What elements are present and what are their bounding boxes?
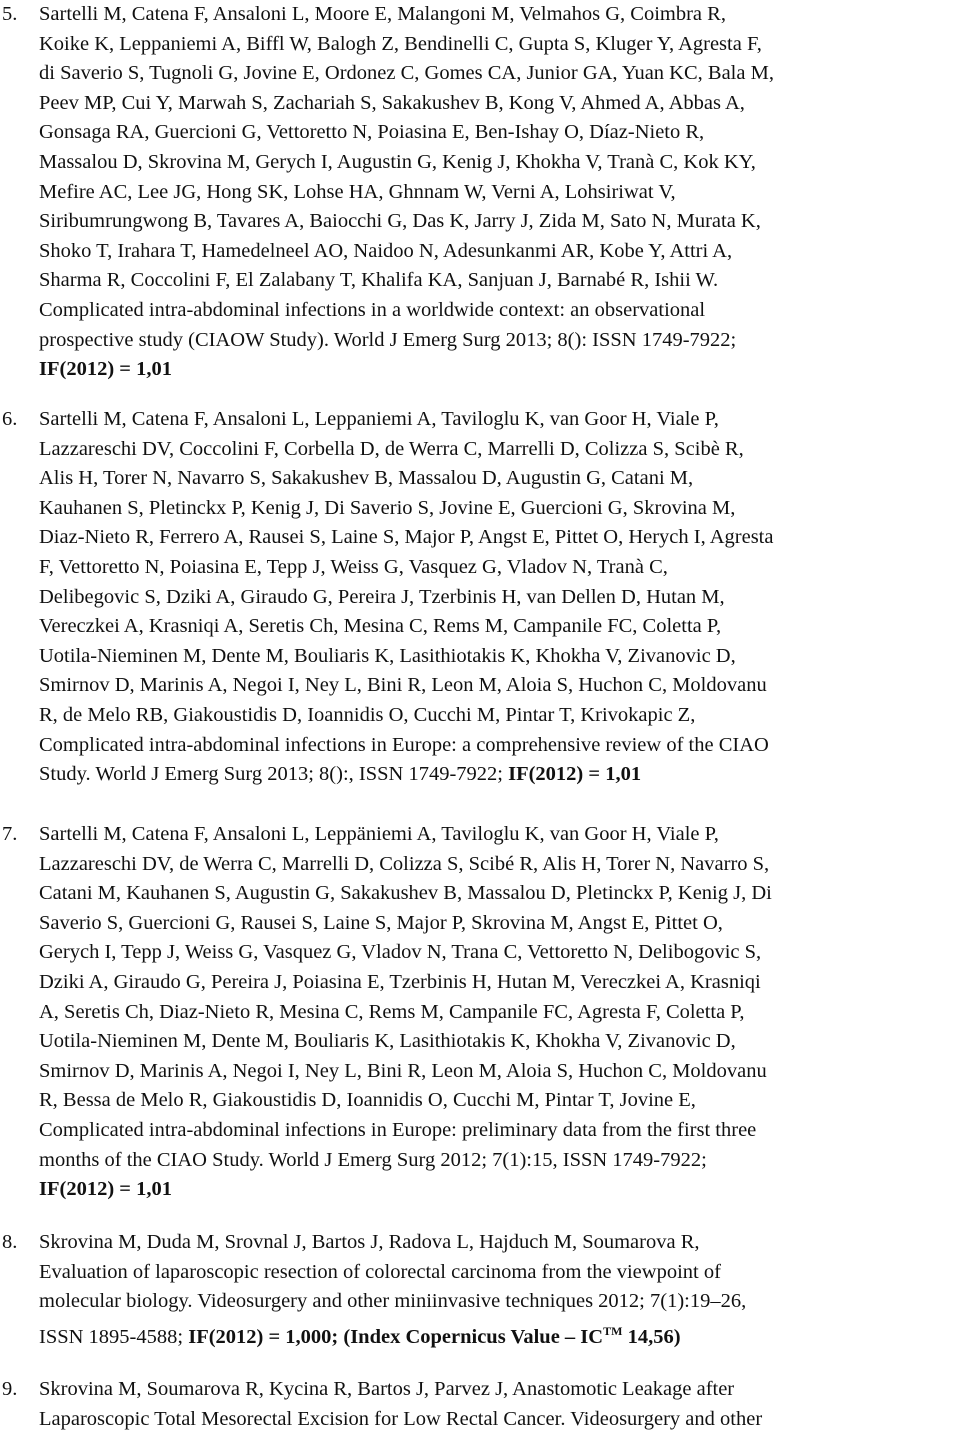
reference-number: 5. xyxy=(2,3,18,25)
reference-line: Uotila-Nieminen M, Dente M, Bouliaris K, Lasithiotakis K, Khokha V, Zivanovic D, xyxy=(39,644,736,667)
reference-line: Mefire AC, Lee JG, Hong SK, Lohse HA, Ghnnam W, Verni A, Lohsiriwat V, xyxy=(39,180,676,203)
reference-line: Dziki A, Giraudo G, Pereira J, Poiasina E, Tzerbinis H, Hutan M, Vereczkei A, Krasniqi xyxy=(39,971,761,993)
reference-line: Evaluation of laparoscopic resection of colorectal carcinoma from the viewpoint of xyxy=(39,1260,721,1283)
reference-line: Alis H, Torer N, Navarro S, Sakakushev B, Massalou D, Augustin G, Catani M, xyxy=(39,467,694,490)
reference-line: Kauhanen S, Pletinckx P, Kenig J, Di Saverio S, Jovine E, Guercioni G, Skrovina M, xyxy=(39,496,736,519)
reference-line: months of the CIAO Study. World J Emerg Surg 2012; 7(1):15, ISSN 1749-7922; xyxy=(39,1148,707,1171)
reference-line: Shoko T, Irahara T, Hamedelneel AO, Naidoo N, Adesunkanmi AR, Kobe Y, Attri A, xyxy=(39,239,733,262)
reference-line: Saverio S, Guercioni G, Rausei S, Laine S, Major P, Skrovina M, Angst E, Pittet O, xyxy=(39,911,723,934)
reference-line: Sharma R, Coccolini F, El Zalabany T, Khalifa KA, Sanjuan J, Barnabé R, Ishii W. xyxy=(39,269,719,292)
reference-line: Koike K, Leppaniemi A, Biffl W, Balogh Z, Bendinelli C, Gupta S, Kluger Y, Agresta F, xyxy=(39,32,762,55)
reference-line: Delibegovic S, Dziki A, Giraudo G, Pereira J, Tzerbinis H, van Dellen D, Hutan M, xyxy=(39,585,725,608)
trademark-superscript: TM xyxy=(603,1323,623,1338)
reference-line: Skrovina M, Duda M, Srovnal J, Bartos J, Radova L, Hajduch M, Soumarova R, xyxy=(39,1231,700,1253)
reference-line: molecular biology. Videosurgery and other miniinvasive techniques 2012; 7(1):19–26, xyxy=(39,1290,747,1313)
reference-line: Diaz-Nieto R, Ferrero A, Rausei S, Laine S, Major P, Angst E, Pittet O, Herych I, Agresta xyxy=(39,526,774,549)
reference-line: A, Seretis Ch, Diaz-Nieto R, Mesina C, Rems M, Campanile FC, Agresta F, Coletta P, xyxy=(39,1000,745,1023)
reference-number: 7. xyxy=(2,823,18,845)
reference-line: Smirnov D, Marinis A, Negoi I, Ney L, Bini R, Leon M, Aloia S, Huchon C, Moldovanu xyxy=(39,1059,767,1082)
reference-line: Gerych I, Tepp J, Weiss G, Vasquez G, Vladov N, Trana C, Vettoretto N, Delibogovic S, xyxy=(39,941,762,964)
reference-line: Peev MP, Cui Y, Marwah S, Zachariah S, Sakakushev B, Kong V, Ahmed A, Abbas A, xyxy=(39,91,745,114)
impact-factor: IF(2012) = 1,01 xyxy=(39,1178,172,1201)
reference-line: Catani M, Kauhanen S, Augustin G, Sakakushev B, Massalou D, Pletinckx P, Kenig J, Di xyxy=(39,882,772,905)
reference-line: Smirnov D, Marinis A, Negoi I, Ney L, Bini R, Leon M, Aloia S, Huchon C, Moldovanu xyxy=(39,674,767,697)
reference-line: Lazzareschi DV, de Werra C, Marrelli D, Colizza S, Scibé R, Alis H, Torer N, Navarro S, xyxy=(39,852,770,875)
reference-line: Lazzareschi DV, Coccolini F, Corbella D, de Werra C, Marrelli D, Colizza S, Scibè R, xyxy=(39,437,744,460)
reference-line: Skrovina M, Soumarova R, Kycina R, Bartos J, Parvez J, Anastomotic Leakage after xyxy=(39,1378,735,1400)
reference-line: Uotila-Nieminen M, Dente M, Bouliaris K, Lasithiotakis K, Khokha V, Zivanovic D, xyxy=(39,1030,736,1053)
reference-line: Sartelli M, Catena F, Ansaloni L, Leppaniemi A, Taviloglu K, van Goor H, Viale P, xyxy=(39,408,719,430)
reference-line: prospective study (CIAOW Study). World J Emerg Surg 2013; 8(): ISSN 1749-7922; xyxy=(39,328,737,351)
reference-text: ISSN 1895-4588; xyxy=(39,1325,189,1348)
impact-factor-suffix: 14,56) xyxy=(622,1325,681,1348)
reference-line: Sartelli M, Catena F, Ansaloni L, Leppäniemi A, Taviloglu K, van Goor H, Viale P, xyxy=(39,823,719,845)
reference-line: F, Vettoretto N, Poiasina E, Tepp J, Weiss G, Vasquez G, Vladov N, Tranà C, xyxy=(39,556,668,578)
reference-number: 6. xyxy=(2,408,18,430)
reference-line: R, de Melo RB, Giakoustidis D, Ioannidis O, Cucchi M, Pintar T, Krivokapic Z, xyxy=(39,704,696,726)
impact-factor: IF(2012) = 1,01 xyxy=(508,763,642,786)
reference-line: Complicated intra-abdominal infections in Europe: a comprehensive review of the CIAO xyxy=(39,733,769,756)
reference-line: Complicated intra-abdominal infections in a worldwide context: an observational xyxy=(39,299,706,321)
reference-line: Vereczkei A, Krasniqi A, Seretis Ch, Mesina C, Rems M, Campanile FC, Coletta P, xyxy=(39,615,722,638)
reference-line: Sartelli M, Catena F, Ansaloni L, Moore E, Malangoni M, Velmahos G, Coimbra R, xyxy=(39,3,726,25)
reference-line: Gonsaga RA, Guercioni G, Vettoretto N, Poiasina E, Ben-Ishay O, Díaz-Nieto R, xyxy=(39,121,705,144)
reference-text: Study. World J Emerg Surg 2013; 8():, ISSN 1749-7922; xyxy=(39,763,509,786)
reference-line: Siribumrungwong B, Tavares A, Baiocchi G, Das K, Jarry J, Zida M, Sato N, Murata K, xyxy=(39,210,761,233)
reference-line xyxy=(39,1317,681,1353)
reference-number: 9. xyxy=(2,1378,18,1400)
impact-factor: IF(2012) = 1,000; (Index Copernicus Value – IC xyxy=(188,1325,604,1348)
reference-line: R, Bessa de Melo R, Giakoustidis D, Ioannidis O, Cucchi M, Pintar T, Jovine E, xyxy=(39,1089,696,1112)
reference-line: Massalou D, Skrovina M, Gerych I, Augustin G, Kenig J, Khokha V, Tranà C, Kok KY, xyxy=(39,151,756,173)
reference-number: 8. xyxy=(2,1231,18,1253)
reference-line: di Saverio S, Tugnoli G, Jovine E, Ordonez C, Gomes CA, Junior GA, Yuan KC, Bala M, xyxy=(39,62,774,85)
reference-line: Laparoscopic Total Mesorectal Excision for Low Rectal Cancer. Videosurgery and other xyxy=(39,1407,763,1430)
reference-line xyxy=(39,760,641,790)
impact-factor: IF(2012) = 1,01 xyxy=(39,358,172,381)
reference-line: Complicated intra-abdominal infections in Europe: preliminary data from the first three xyxy=(39,1119,757,1141)
